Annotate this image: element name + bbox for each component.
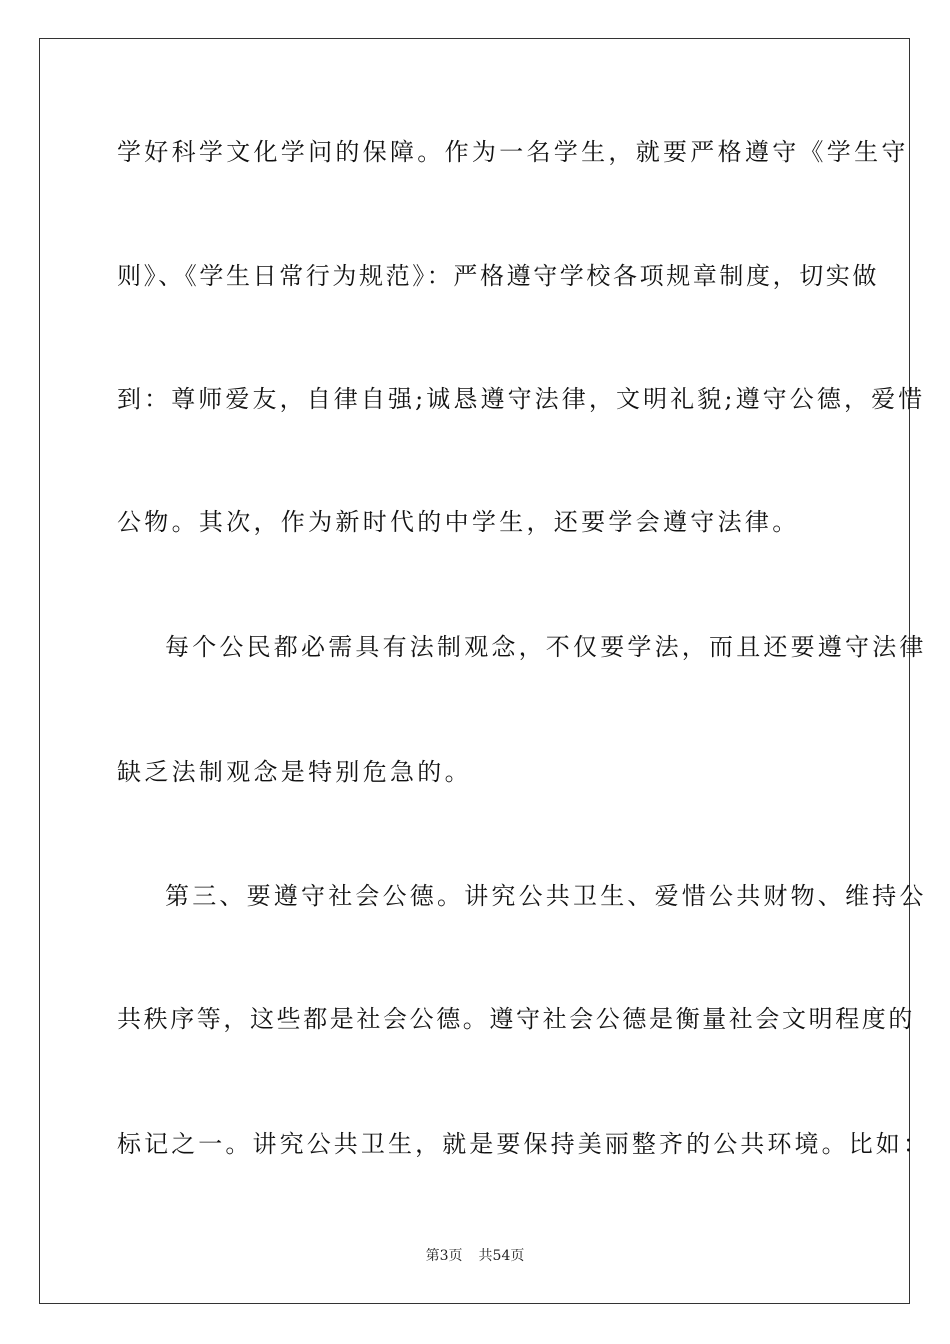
text-line: 共秩序等，这些都是社会公德。遵守社会公德是衡量社会文明程度的 — [117, 1005, 915, 1033]
page-total: 共54页 — [478, 1248, 525, 1264]
page-number: 第3页 — [425, 1248, 463, 1264]
text-line: 标记之一。讲究公共卫生，就是要保持美丽整齐的公共环境。比如： — [117, 1130, 930, 1158]
text-line: 学好科学文化学问的保障。作为一名学生，就要严格遵守《学生守 — [117, 138, 909, 166]
text-line: 缺乏法制观念是特别危急的。 — [117, 758, 472, 786]
text-line: 公物。其次，作为新时代的中学生，还要学会遵守法律。 — [117, 508, 800, 536]
text-line: 第三、要遵守社会公德。讲究公共卫生、爱惜公共财物、维持公 — [165, 882, 927, 910]
page-border — [39, 38, 930, 1304]
text-line: 到：尊师爱友，自律自强;诚恳遵守法律，文明礼貌;遵守公德，爱惜 — [117, 385, 926, 413]
text-line: 每个公民都必需具有法制观念，不仅要学法，而且还要遵守法律 — [165, 633, 927, 661]
text-line: 则》、《学生日常行为规范》：严格遵守学校各项规章制度，切实做 — [117, 262, 879, 290]
page-footer — [0, 1247, 950, 1265]
